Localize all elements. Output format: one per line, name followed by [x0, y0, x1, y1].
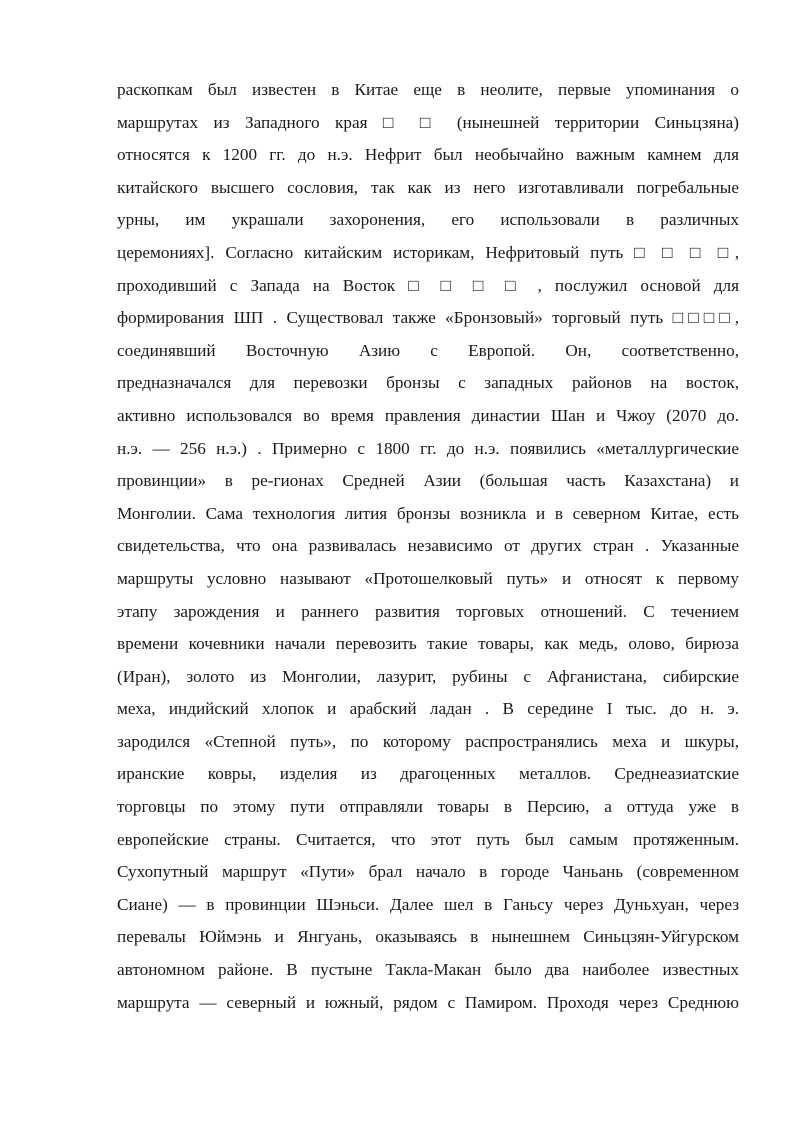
text-line-1: раскопкам был известен в Китае еще в неолите, первые упоминания о — [117, 80, 739, 99]
text-line-13: провинции» в ре-гионах Средней Азии (большая часть Казахстана) и — [117, 471, 739, 491]
text-line-24: европейские страны. Считается, что этот путь был самым протяженным. — [117, 829, 739, 849]
text-line-18: времени кочевники начали перевозить такие товары, как медь, олово, бирюза — [117, 634, 739, 654]
text-line-8: формирования ШП . Существовал также «Бронзовый» торговый путь □□□□, — [117, 308, 739, 328]
text-line-12: н.э. — 256 н.э.) . Примерно с 1800 гг. до н.э. появились «металлургические — [117, 438, 739, 458]
text-line-5: урны, им украшали захоронения, его использовали в различных — [117, 210, 739, 230]
text-line-3: относятся к 1200 гг. до н.э. Нефрит был необычайно важным камнем для — [117, 145, 739, 165]
text-line-7: проходивший с Запада на Восток □ □ □ □ , послужил основой для — [117, 275, 739, 295]
text-line-19: (Иран), золото из Монголии, лазурит, рубины с Афганистана, сибирские — [117, 666, 739, 686]
document-page — [117, 74, 739, 1019]
text-line-28: автономном районе. В пустыне Такла-Макан было два наиболее известных — [117, 960, 739, 980]
text-line-16: маршруты условно называют «Протошелковый путь» и относят к первому — [117, 568, 739, 588]
text-line-26: Сиане) — в провинции Шэньси. Далее шел в Ганьсу через Дуньхуан, через — [117, 894, 739, 914]
text-line-2: маршрутах из Западного края □ □ (нынешней территории Синьцзяна) — [117, 112, 739, 132]
text-line-11: активно использовался во время правления династии Шан и Чжоу (2070 до. — [117, 405, 739, 425]
text-line-4: китайского высшего сословия, так как из него изготавливали погребальные — [117, 177, 739, 197]
text-line-10: предназначался для перевозки бронзы с западных районов на восток, — [117, 373, 739, 393]
text-line-27: перевалы Юймэнь и Янгуань, оказываясь в нынешнем Синьцзян-Уйгурском — [117, 927, 739, 947]
text-line-23: торговцы по этому пути отправляли товары в Персию, а оттуда уже в — [117, 797, 739, 817]
text-line-6: церемониях]. Согласно китайским историкам, Нефритовый путь □ □ □ □, — [117, 242, 739, 262]
text-line-9: соединявший Восточную Азию с Европой. Он, соответственно, — [117, 340, 739, 360]
text-line-20: меха, индийский хлопок и арабский ладан . В середине I тыс. до н. э. — [117, 699, 739, 719]
text-line-21: зародился «Степной путь», по которому распространялись меха и шкуры, — [117, 731, 739, 751]
text-line-14: Монголии. Сама технология лития бронзы возникла и в северном Китае, есть — [117, 503, 739, 523]
text-line-15: свидетельства, что она развивалась независимо от других стран . Указанные — [117, 536, 739, 556]
text-line-17: этапу зарождения и раннего развития торговых отношений. С течением — [117, 601, 739, 621]
text-line-25: Сухопутный маршрут «Пути» брал начало в городе Чаньань (современном — [117, 862, 739, 882]
text-line-22: иранские ковры, изделия из драгоценных металлов. Среднеазиатские — [117, 764, 739, 784]
text-line-29: маршрута — северный и южный, рядом с Памиром. Проходя через Среднюю — [117, 992, 739, 1012]
